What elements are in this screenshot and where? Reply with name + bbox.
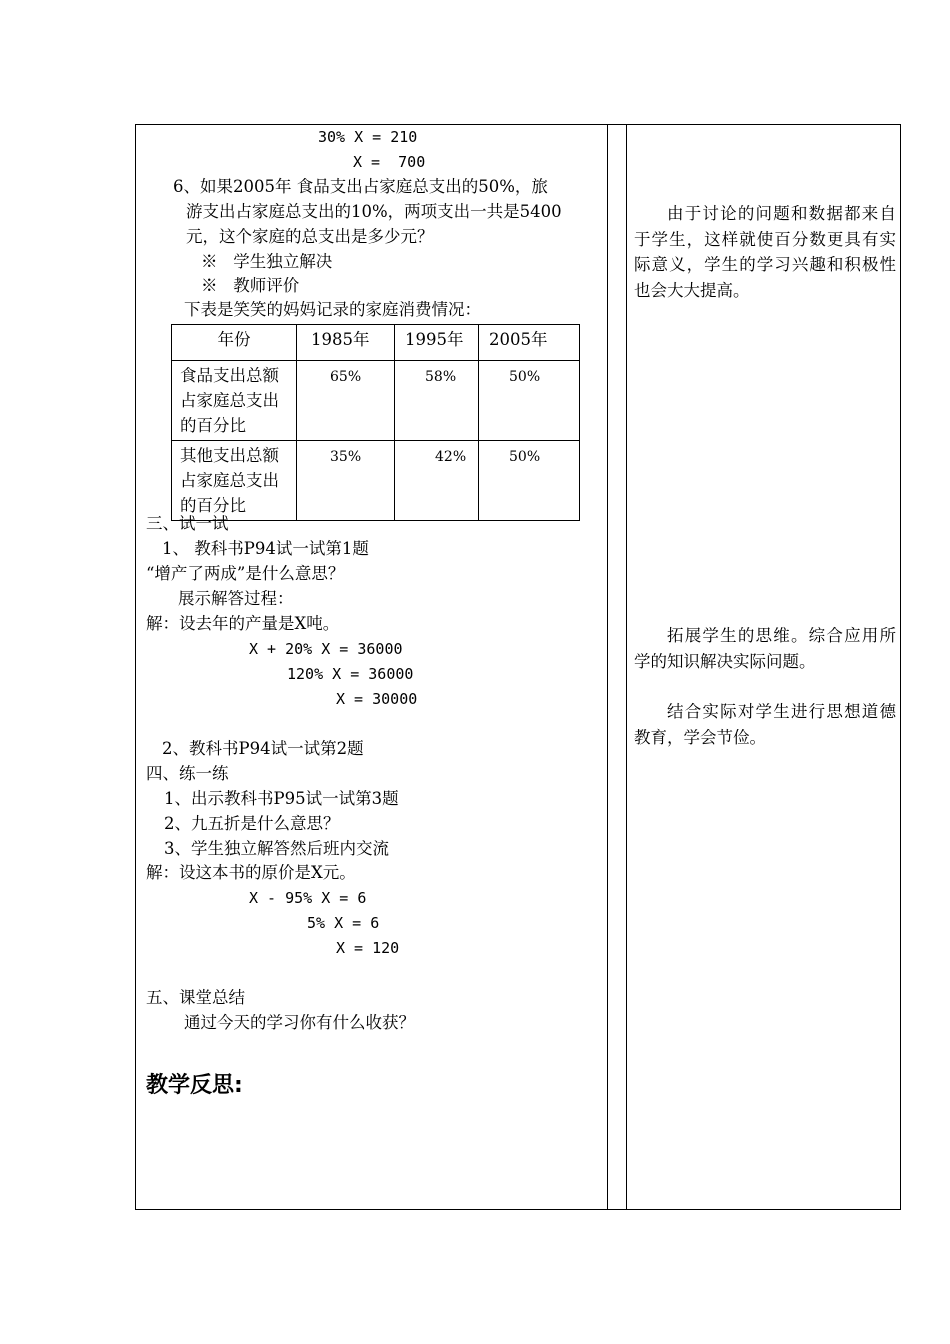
table-cell: 42% — [395, 441, 479, 521]
section-5-text: 通过今天的学习你有什么收获？ — [184, 1013, 415, 1032]
section-3-item: 2、教科书P94试一试第2题 — [162, 739, 364, 758]
section-4-item: 1、出示教科书P95试一试第3题 — [164, 789, 399, 808]
table-row — [172, 441, 580, 521]
equation-line: X = 120 — [336, 939, 400, 957]
table-header-cell: 2005年 — [479, 325, 580, 361]
section-3-show: 展示解答过程： — [178, 589, 294, 608]
section-5-title: 五、课堂总结 — [146, 988, 245, 1007]
table-cell: 35% — [297, 441, 395, 521]
equation-line: X - 95% X = 6 — [249, 889, 367, 907]
equation-line: X + 20% X = 36000 — [249, 640, 403, 658]
equation-line: 30% X = 210 — [318, 128, 418, 146]
equation-line: X = 30000 — [336, 690, 418, 708]
table-cell: 58% — [395, 361, 479, 441]
table-header-cell: 1995年 — [395, 325, 479, 361]
table-cell: 65% — [297, 361, 395, 441]
table-header-row — [172, 325, 580, 361]
expense-table — [171, 324, 580, 521]
table-cell: 50% — [479, 361, 580, 441]
table-row-label: 其他支出总额占家庭总支出的百分比 — [172, 441, 297, 521]
section-4-solution: 解：设这本书的原价是X元。 — [146, 863, 356, 882]
section-3-solution: 解：设去年的产量是X吨。 — [146, 614, 340, 633]
table-header-cell: 1985年 — [297, 325, 395, 361]
design-note: 由于讨论的问题和数据都来自于学生，这样就使百分数更具有实际意义，学生的学习兴趣和积极性也会大大提高。 — [634, 204, 896, 300]
table-intro: 下表是笑笑的妈妈记录的家庭消费情况： — [184, 300, 481, 319]
reflection-heading: 教学反思: — [146, 1073, 243, 1098]
column-divider — [607, 124, 608, 1210]
step-item: ※ 学生独立解决 — [201, 252, 333, 271]
table-header-cell: 年份 — [172, 325, 297, 361]
equation-line: 120% X = 36000 — [287, 665, 414, 683]
equation-line: X = 700 — [353, 153, 426, 171]
section-3-question: “增产了两成”是什么意思？ — [146, 564, 345, 583]
question-6-line: 6、如果2005年 食品支出占家庭总支出的50%，旅 — [173, 177, 548, 196]
question-6-line: 游支出占家庭总支出的10%，两项支出一共是5400 — [186, 202, 562, 221]
question-6-line: 元，这个家庭的总支出是多少元？ — [186, 227, 434, 246]
design-note: 结合实际对学生进行思想道德教育，学会节俭。 — [634, 702, 896, 747]
step-item: ※ 教师评价 — [201, 276, 300, 295]
equation-line: 5% X = 6 — [307, 914, 380, 932]
table-cell: 50% — [479, 441, 580, 521]
table-row — [172, 361, 580, 441]
column-divider — [626, 124, 627, 1210]
section-4-item: 3、学生独立解答然后班内交流 — [164, 839, 389, 858]
table-row-label: 食品支出总额占家庭总支出的百分比 — [172, 361, 297, 441]
section-4-title: 四、练一练 — [146, 764, 229, 783]
section-3-title: 三、试一试 — [146, 514, 229, 533]
section-3-item: 1、 教科书P94试一试第1题 — [162, 539, 369, 558]
design-note: 拓展学生的思维。综合应用所学的知识解决实际问题。 — [634, 626, 896, 671]
section-4-item: 2、九五折是什么意思？ — [164, 814, 340, 833]
